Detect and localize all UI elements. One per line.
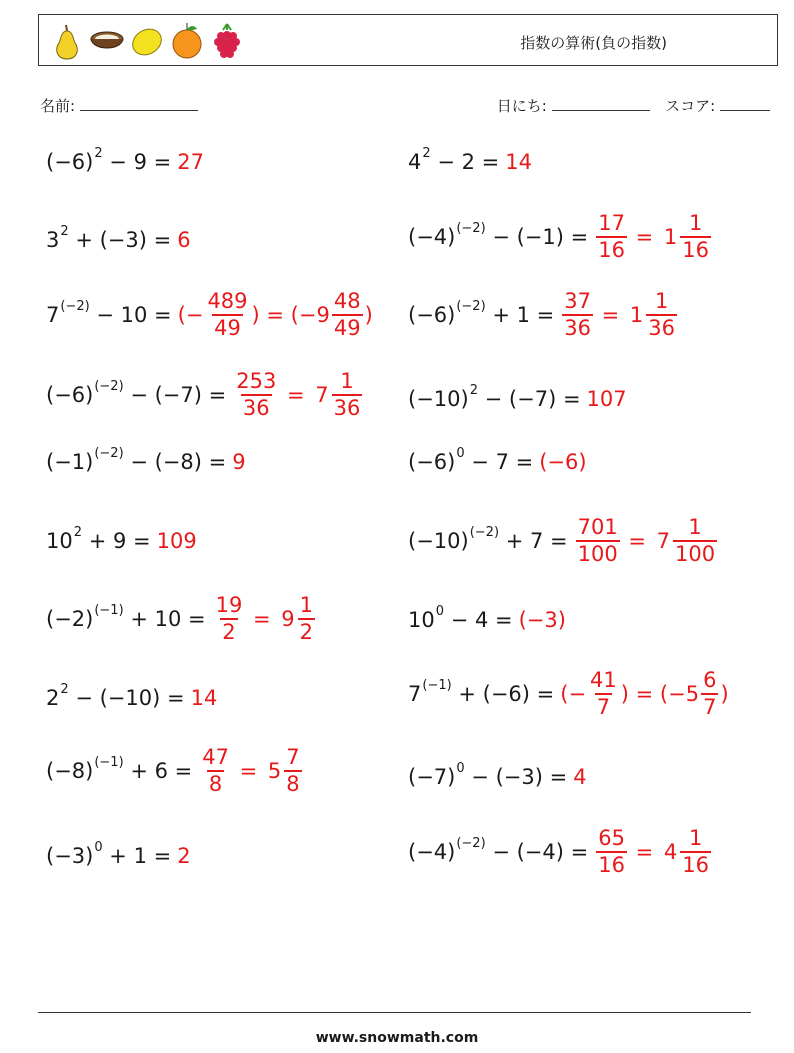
problem-exponent: 2 — [469, 382, 478, 398]
pear-icon — [49, 21, 85, 61]
problem-base: 7 — [408, 682, 422, 706]
denominator: 49 — [333, 316, 361, 340]
answer-improper-fraction — [200, 747, 231, 795]
denominator: 16 — [598, 853, 625, 877]
answer-value: (−3) — [518, 608, 566, 632]
problem-operation: − 2 = — [430, 150, 500, 174]
header-box — [38, 14, 778, 66]
problem-operation: − (−10) = — [68, 686, 185, 710]
denominator: 36 — [242, 396, 270, 420]
numerator: 48 — [333, 289, 361, 313]
problem-operation: − 9 = — [102, 150, 172, 174]
answer-whole: 1 — [629, 303, 644, 327]
problem-left-5 — [46, 432, 246, 492]
close-equals: ) = (−5 — [620, 682, 700, 706]
problem-base: 3 — [46, 228, 60, 252]
equals-sign: = — [246, 607, 278, 631]
answer — [177, 150, 204, 174]
problem-exponent: 2 — [94, 145, 103, 161]
numerator: 65 — [598, 826, 625, 850]
denominator: 7 — [596, 695, 611, 719]
problem-left-2 — [46, 210, 191, 270]
date-blank[interactable] — [552, 96, 650, 111]
problem-operation: − (−1) = — [485, 225, 589, 249]
problem-left-1 — [46, 132, 204, 192]
answer — [505, 150, 532, 174]
answer-mixed-fraction — [701, 670, 718, 718]
equals-sign: = — [621, 529, 653, 553]
orange-icon — [169, 21, 205, 61]
problem-exponent: 0 — [456, 445, 465, 461]
answer-mixed-fraction — [298, 595, 315, 643]
answer-improper-fraction — [562, 291, 593, 339]
denominator: 2 — [299, 620, 314, 644]
problem-right-2 — [408, 207, 713, 267]
answer-whole: 1 — [663, 225, 678, 249]
denominator: 36 — [648, 316, 676, 340]
problem-left-9 — [46, 741, 304, 801]
problem-right-3 — [408, 285, 679, 345]
answer-value: 2 — [177, 844, 191, 868]
denominator: 7 — [703, 695, 717, 719]
problem-base: (−3) — [46, 844, 94, 868]
answer-improper-fraction — [234, 371, 278, 419]
denominator: 2 — [222, 620, 236, 644]
problem-operation: + 1 = — [102, 844, 172, 868]
problem-exponent: (−2) — [456, 835, 486, 851]
numerator: 47 — [202, 745, 229, 769]
coconut-icon — [89, 21, 125, 61]
problem-operation: + 7 = — [499, 529, 568, 553]
answer — [191, 686, 218, 710]
denominator: 36 — [564, 316, 591, 340]
problem-left-3 — [46, 285, 373, 345]
answer — [539, 450, 586, 474]
answer-mixed-fraction — [680, 828, 711, 876]
problem-right-1 — [408, 132, 532, 192]
denominator: 16 — [682, 853, 710, 877]
equals-sign: = — [280, 383, 312, 407]
answer — [198, 747, 303, 795]
equals-sign: = — [232, 759, 264, 783]
open-paren: (− — [560, 682, 587, 706]
problem-left-8 — [46, 668, 217, 728]
problem-exponent: 2 — [60, 223, 69, 239]
problem-exponent: (−2) — [94, 378, 124, 394]
close-paren: ) — [720, 682, 729, 706]
answer-whole: 9 — [281, 607, 295, 631]
problem-base: (−10) — [408, 529, 469, 553]
problem-operation: − (−4) = — [485, 840, 589, 864]
problem-operation: + 10 = — [123, 607, 206, 631]
problem-operation: + (−6) = — [451, 682, 555, 706]
problem-exponent: 2 — [422, 145, 431, 161]
problem-base: 10 — [46, 529, 73, 553]
answer-improper-fraction — [205, 291, 249, 339]
numerator: 41 — [590, 668, 617, 692]
answer-improper-fraction — [214, 595, 245, 643]
answer — [178, 291, 373, 339]
answer-mixed-fraction — [332, 291, 363, 339]
problem-right-5 — [408, 432, 587, 492]
denominator: 100 — [577, 542, 618, 566]
problem-right-7 — [408, 590, 566, 650]
lemon-icon — [129, 21, 165, 61]
problem-base: (−4) — [408, 840, 456, 864]
answer-value: 27 — [177, 150, 204, 174]
numerator: 489 — [207, 289, 248, 313]
problem-operation: + 6 = — [123, 759, 193, 783]
close-paren: ) — [364, 303, 373, 327]
numerator: 7 — [286, 745, 300, 769]
problem-right-8 — [408, 664, 729, 724]
answer-value: 107 — [586, 387, 627, 411]
problem-left-7 — [46, 589, 317, 649]
answer — [212, 595, 317, 643]
answer-whole: 4 — [663, 840, 678, 864]
denominator: 16 — [598, 238, 625, 262]
answer-improper-fraction — [576, 517, 620, 565]
problem-operation: − (−7) = — [477, 387, 581, 411]
answer-mixed-fraction — [332, 371, 363, 419]
answer — [573, 765, 586, 789]
problem-base: (−7) — [408, 765, 456, 789]
numerator: 1 — [688, 211, 703, 235]
problem-base: (−2) — [46, 607, 94, 631]
problem-operation: − (−7) = — [123, 383, 227, 407]
denominator: 16 — [682, 238, 710, 262]
name-blank[interactable] — [80, 96, 198, 111]
problem-operation: + 9 = — [82, 529, 151, 553]
raspberry-icon — [209, 21, 245, 61]
problem-exponent: (−1) — [94, 754, 124, 770]
problem-base: (−4) — [408, 225, 456, 249]
answer-mixed-fraction — [646, 291, 677, 339]
problem-base: (−8) — [46, 759, 94, 783]
answer — [177, 228, 190, 252]
answer-improper-fraction — [596, 828, 627, 876]
problem-operation: − (−3) = — [464, 765, 568, 789]
numerator: 701 — [577, 515, 618, 539]
answer — [232, 371, 364, 419]
problem-base: (−10) — [408, 387, 469, 411]
open-paren: (− — [177, 303, 204, 327]
problem-exponent: (−2) — [469, 524, 500, 540]
problem-operation: − 7 = — [464, 450, 534, 474]
problem-base: 7 — [46, 303, 60, 327]
problem-left-10 — [46, 826, 191, 886]
numerator: 1 — [688, 826, 703, 850]
answer — [177, 844, 190, 868]
problem-exponent: 2 — [73, 524, 83, 540]
problem-base: (−6) — [46, 150, 94, 174]
problem-operation: − 10 = — [89, 303, 172, 327]
problem-exponent: 0 — [456, 760, 465, 776]
answer-value: 4 — [573, 765, 587, 789]
answer — [232, 450, 245, 474]
problem-exponent: 2 — [60, 681, 69, 697]
answer — [157, 529, 197, 553]
answer-value: (−6) — [539, 450, 587, 474]
equals-sign: = — [628, 840, 660, 864]
numerator: 37 — [564, 289, 591, 313]
problem-left-6 — [46, 511, 197, 571]
score-blank[interactable] — [720, 96, 770, 111]
score-label: スコア: — [665, 97, 716, 115]
problem-exponent: (−1) — [422, 677, 452, 693]
problem-base: (−6) — [408, 303, 456, 327]
numerator: 17 — [598, 211, 625, 235]
equals-sign: = — [594, 303, 626, 327]
worksheet-title: 指数の算術(負の指数) — [520, 34, 667, 52]
numerator: 6 — [703, 668, 717, 692]
name-label: 名前: — [40, 97, 76, 115]
numerator: 1 — [340, 369, 354, 393]
numerator: 1 — [654, 289, 669, 313]
numerator: 253 — [236, 369, 277, 393]
equals-sign: = — [628, 225, 660, 249]
answer — [519, 608, 566, 632]
answer-mixed-fraction — [673, 517, 717, 565]
denominator: 100 — [675, 542, 716, 566]
answer — [560, 291, 679, 339]
answer-value: 109 — [156, 529, 197, 553]
problem-right-10 — [408, 822, 713, 882]
answer-whole: 7 — [315, 383, 329, 407]
denominator: 8 — [208, 772, 223, 796]
answer-mixed-fraction — [680, 213, 711, 261]
problem-exponent: (−2) — [456, 220, 486, 236]
answer-value: 9 — [232, 450, 246, 474]
numerator: 1 — [299, 593, 314, 617]
answer — [594, 828, 713, 876]
problem-base: 4 — [408, 150, 422, 174]
problem-exponent: 0 — [435, 603, 445, 619]
problem-operation: − 4 = — [444, 608, 513, 632]
date-label: 日にち: — [496, 97, 547, 115]
answer-improper-fraction — [596, 213, 627, 261]
fruit-icons — [49, 21, 245, 61]
problem-exponent: 0 — [94, 839, 103, 855]
problem-operation: + (−3) = — [68, 228, 172, 252]
problem-base: (−6) — [408, 450, 456, 474]
problem-left-4 — [46, 365, 364, 425]
problem-exponent: (−2) — [94, 445, 124, 461]
footer-url: www.snowmath.com — [315, 1030, 479, 1046]
problem-base: 2 — [46, 686, 60, 710]
answer-value: 14 — [505, 150, 532, 174]
close-equals: ) = (−9 — [251, 303, 330, 327]
footer-divider — [38, 1012, 751, 1013]
problem-operation: − (−8) = — [123, 450, 227, 474]
answer — [594, 213, 713, 261]
problem-exponent: (−2) — [60, 298, 90, 314]
answer-value: 6 — [177, 228, 191, 252]
numerator: 1 — [688, 515, 702, 539]
denominator: 49 — [214, 316, 241, 340]
answer-mixed-fraction — [284, 747, 301, 795]
answer — [560, 670, 728, 718]
answer-value: 14 — [190, 686, 218, 710]
problem-right-4 — [408, 369, 627, 429]
problem-base: (−1) — [46, 450, 94, 474]
answer-improper-fraction — [588, 670, 619, 718]
answer — [574, 517, 720, 565]
answer — [587, 387, 627, 411]
problem-base: 10 — [408, 608, 435, 632]
problem-operation: + 1 = — [485, 303, 555, 327]
problem-exponent: (−2) — [456, 298, 486, 314]
problem-right-9 — [408, 747, 587, 807]
date-score-field — [497, 95, 770, 116]
problem-base: (−6) — [46, 383, 94, 407]
denominator: 36 — [333, 396, 361, 420]
name-field — [40, 95, 198, 116]
denominator: 8 — [286, 772, 300, 796]
answer-whole: 5 — [267, 759, 282, 783]
answer-whole: 7 — [656, 529, 671, 553]
problem-exponent: (−1) — [94, 602, 124, 618]
problem-right-6 — [408, 511, 719, 571]
numerator: 19 — [215, 593, 243, 617]
